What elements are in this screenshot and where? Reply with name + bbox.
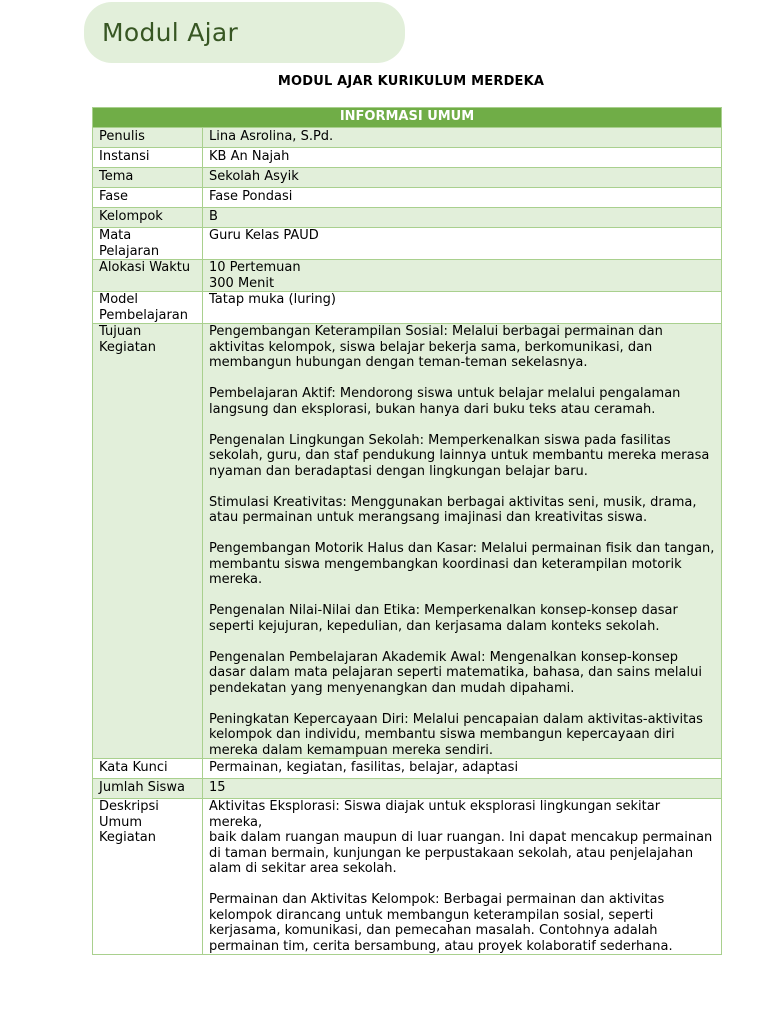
- tujuan-kegiatan-value: [203, 324, 722, 759]
- paragraph-gap: [209, 417, 715, 433]
- paragraph-line: Pengenalan Pembelajaran Akademik Awal: Mengenalkan konsep-konsep: [209, 649, 678, 665]
- fase-value: Fase Pondasi: [203, 188, 722, 208]
- instansi-value: KB An Najah: [203, 148, 722, 168]
- tema-value: Sekolah Asyik: [203, 168, 722, 188]
- tujuan-kegiatan-paragraphs: [209, 324, 715, 758]
- paragraph-gap: [209, 371, 715, 387]
- jumlah-siswa-value: 15: [203, 779, 722, 799]
- alokasi-waktu-line: 300 Menit: [209, 275, 275, 291]
- alokasi-waktu-label: Alokasi Waktu: [93, 260, 203, 292]
- paragraph-gap: [209, 634, 715, 650]
- document-title: MODUL AJAR KURIKULUM MERDEKA: [277, 74, 545, 89]
- table-row: [93, 128, 722, 148]
- module-badge: [84, 2, 405, 63]
- penulis-label: Penulis: [93, 128, 203, 148]
- paragraph-gap: [209, 526, 715, 542]
- paragraph-line: pendekatan yang menyenangkan dan mudah dipahami.: [209, 680, 575, 696]
- deskripsi-label: [93, 799, 203, 955]
- paragraph-line: mereka.: [209, 572, 263, 587]
- paragraph-line: langsung dan eksplorasi, bukan hanya dari buku teks atau ceramah.: [209, 401, 656, 417]
- kelompok-value: B: [203, 208, 722, 228]
- paragraph-line: nyaman dan beradaptasi dengan lingkungan belajar baru.: [209, 463, 588, 479]
- table-row: [93, 324, 722, 759]
- paragraph-line: di taman bermain, kunjungan ke perpustakaan sekolah, atau penjelajahan: [209, 845, 694, 861]
- deskripsi-label-line: Kegiatan: [99, 830, 157, 845]
- paragraph-line: Pengenalan Nilai-Nilai dan Etika: Memperkenalkan konsep-konsep dasar: [209, 603, 678, 618]
- table-heading: INFORMASI UMUM: [93, 108, 722, 128]
- table-row: [93, 228, 722, 260]
- module-badge-label: Modul Ajar: [102, 18, 239, 47]
- paragraph-line: Pengembangan Motorik Halus dan Kasar: Melalui permainan fisik dan tangan,: [209, 541, 715, 556]
- paragraph-gap: [209, 877, 715, 893]
- paragraph-line: membangun hubungan dengan teman-teman sekelasnya.: [209, 355, 588, 370]
- table-row: [93, 208, 722, 228]
- table-row: [93, 168, 722, 188]
- jumlah-siswa-label: Jumlah Siswa: [93, 779, 203, 799]
- paragraph-line: membantu siswa mengembangkan koordinasi dan keterampilan motorik: [209, 556, 682, 572]
- deskripsi-value: [203, 799, 722, 955]
- paragraph-line: kelompok dirancang untuk membangun keterampilan sosial, seperti: [209, 907, 654, 923]
- kata-kunci-label: Kata Kunci: [93, 759, 203, 779]
- paragraph-line: Stimulasi Kreativitas: Menggunakan berbagai aktivitas seni, musik, drama,: [209, 494, 697, 510]
- paragraph-line: Pembelajaran Aktif: Mendorong siswa untuk belajar melalui pengalaman: [209, 386, 681, 401]
- paragraph-line: dasar dalam mata pelajaran seperti matematika, bahasa, dan sains melalui: [209, 665, 702, 680]
- deskripsi-label-line: Deskripsi: [99, 799, 159, 814]
- alokasi-waktu-value: [203, 260, 722, 292]
- tujuan-kegiatan-label-line: Kegiatan: [99, 339, 157, 355]
- general-info-table: [92, 107, 722, 955]
- mata-pelajaran-value: Guru Kelas PAUD: [203, 228, 722, 260]
- mata-pelajaran-label: [93, 228, 203, 260]
- mata-pelajaran-label-line: Mata: [99, 228, 132, 243]
- paragraph-line: Peningkatan Kepercayaan Diri: Melalui pencapaian dalam aktivitas-aktivitas: [209, 711, 703, 727]
- paragraph-gap: [209, 479, 715, 495]
- kata-kunci-value: Permainan, kegiatan, fasilitas, belajar, adaptasi: [203, 759, 722, 779]
- tujuan-kegiatan-label: [93, 324, 203, 759]
- table-row: [93, 759, 722, 779]
- paragraph-line: aktivitas kelompok, siswa belajar bekerja sama, berkomunikasi, dan: [209, 339, 653, 355]
- paragraph-line: mereka dalam kemampuan mereka sendiri.: [209, 742, 493, 758]
- instansi-label: Instansi: [93, 148, 203, 168]
- paragraph-gap: [209, 588, 715, 604]
- alokasi-waktu-line: 10 Pertemuan: [209, 260, 301, 275]
- deskripsi-label-line: Umum: [99, 814, 143, 830]
- paragraph-line: kelompok dan individu, membantu siswa membangun kepercayaan diri: [209, 727, 675, 742]
- tema-label: Tema: [93, 168, 203, 188]
- paragraph-line: alam di sekitar area sekolah.: [209, 861, 397, 876]
- deskripsi-paragraphs: [209, 799, 715, 954]
- paragraph-gap: [209, 696, 715, 712]
- mata-pelajaran-label-line: Pelajaran: [99, 243, 160, 259]
- paragraph-line: seperti kejujuran, kepedulian, dan kerjasama dalam konteks sekolah.: [209, 618, 660, 634]
- penulis-value: Lina Asrolina, S.Pd.: [203, 128, 722, 148]
- kelompok-label: Kelompok: [93, 208, 203, 228]
- table-row: [93, 779, 722, 799]
- table-row: [93, 260, 722, 292]
- table-row: [93, 148, 722, 168]
- model-pembelajaran-label-line: Model: [99, 292, 139, 307]
- model-pembelajaran-label: [93, 292, 203, 324]
- paragraph-line: kerjasama, komunikasi, dan pemecahan masalah. Contohnya adalah: [209, 923, 658, 938]
- paragraph-line: Permainan dan Aktivitas Kelompok: Berbagai permainan dan aktivitas: [209, 892, 665, 907]
- paragraph-line: Pengenalan Lingkungan Sekolah: Memperkenalkan siswa pada fasilitas: [209, 432, 671, 448]
- paragraph-line: Pengembangan Keterampilan Sosial: Melalui berbagai permainan dan: [209, 324, 663, 339]
- model-pembelajaran-value: Tatap muka (luring): [203, 292, 722, 324]
- tujuan-kegiatan-label-line: Tujuan: [99, 324, 142, 339]
- model-pembelajaran-label-line: Pembelajaran: [99, 307, 188, 323]
- paragraph-line: Aktivitas Eksplorasi: Siswa diajak untuk eksplorasi lingkungan sekitar mereka,: [209, 799, 661, 830]
- paragraph-line: atau permainan untuk merangsang imajinasi dan kreativitas siswa.: [209, 510, 648, 525]
- fase-label: Fase: [93, 188, 203, 208]
- paragraph-line: permainan tim, cerita bersambung, atau proyek kolaboratif sederhana.: [209, 938, 673, 954]
- paragraph-line: baik dalam ruangan maupun di luar ruangan. Ini dapat mencakup permainan: [209, 830, 713, 845]
- table-row: [93, 799, 722, 955]
- table-row: [93, 292, 722, 324]
- paragraph-line: sekolah, guru, dan staf pendukung lainnya untuk membantu mereka merasa: [209, 448, 710, 463]
- table-row: [93, 188, 722, 208]
